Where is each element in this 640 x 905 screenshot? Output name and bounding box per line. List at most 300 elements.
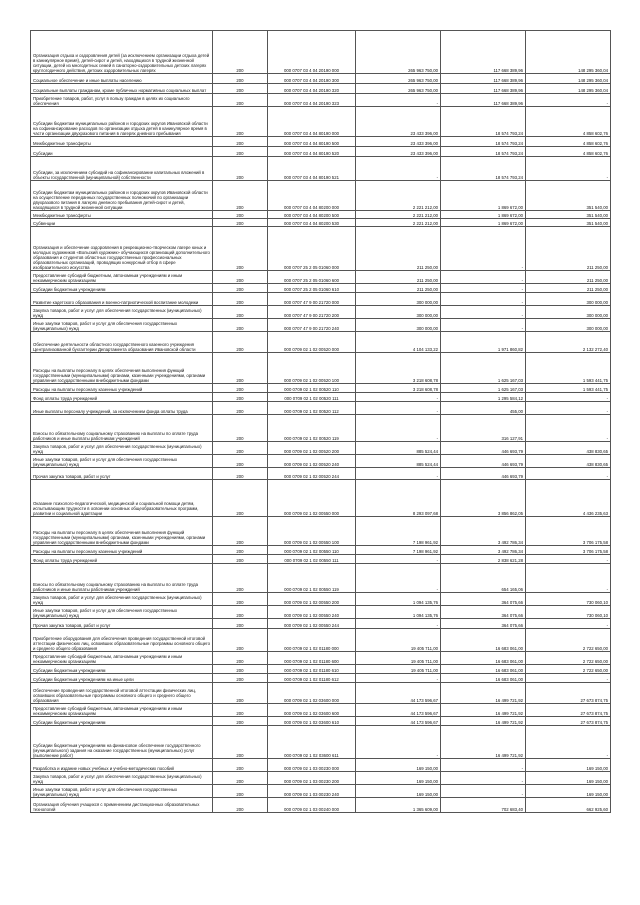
row-unexecuted-amount: 27 673 874,75 <box>526 683 611 704</box>
row-executed-amount: 446 693,79 <box>441 442 526 455</box>
row-unexecuted-amount: 730 060,10 <box>526 593 611 606</box>
row-approved-amount: 44 173 596,67 <box>356 704 441 717</box>
table-row <box>31 227 611 271</box>
row-budget-code: 000 0709 02 1 03 00230 000 <box>268 759 356 772</box>
row-budget-code: 000 0709 02 1 03 00230 200 <box>268 772 356 785</box>
table-row <box>31 211 611 219</box>
row-description: Взносы по обязательному социальному страхованию на выплаты по оплате труда работников и иные выплаты работникам учреждений <box>31 415 213 442</box>
row-approved-amount: 169 150,00 <box>356 772 441 785</box>
row-line-code: 200 <box>213 555 268 564</box>
row-budget-code: 000 0709 02 1 02 00550 244 <box>268 619 356 629</box>
row-budget-code: 000 0709 02 1 02 00520 119 <box>268 415 356 442</box>
table-row <box>31 293 611 306</box>
table-row <box>31 84 611 94</box>
row-budget-code: 000 0709 02 1 02 00520 111 <box>268 393 356 402</box>
row-description: Оказание психолого-педагогической, медицинской и социальной помощи детям, испытывающим трудности в освоении основных общеобразовательных программ, развитии и социальной адаптации <box>31 480 213 517</box>
row-budget-code: 000 0709 02 1 02 01180 610 <box>268 665 356 674</box>
table-row <box>31 629 611 652</box>
row-unexecuted-amount: 4 858 602,76 <box>526 107 611 137</box>
row-unexecuted-amount: 351 540,00 <box>526 211 611 219</box>
row-approved-amount: 2 221 212,00 <box>356 211 441 219</box>
row-approved-amount: - <box>356 726 441 759</box>
row-unexecuted-amount: - <box>526 468 611 480</box>
row-line-code: 200 <box>213 84 268 94</box>
row-budget-code: 000 0707 25 2 05 01060 610 <box>268 284 356 293</box>
row-executed-amount: - <box>441 772 526 785</box>
table-row <box>31 726 611 759</box>
row-line-code: 200 <box>213 74 268 84</box>
row-line-code: 200 <box>213 674 268 683</box>
row-line-code: 200 <box>213 772 268 785</box>
row-executed-amount: 702 683,40 <box>441 798 526 813</box>
row-description: Приобретение товаров, работ, услуг в пользу граждан в целях их социального обеспечения <box>31 94 213 107</box>
row-line-code: 200 <box>213 227 268 271</box>
row-line-code: 200 <box>213 211 268 219</box>
row-budget-code: 000 0709 02 1 02 03600 000 <box>268 683 356 704</box>
row-approved-amount: 265 963 750,00 <box>356 74 441 84</box>
row-approved-amount: 44 173 596,67 <box>356 683 441 704</box>
row-approved-amount: - <box>356 393 441 402</box>
table-row <box>31 674 611 683</box>
row-description: Субсидии <box>31 147 213 157</box>
row-description: Субсидии бюджетным учреждениям <box>31 717 213 726</box>
row-approved-amount: 885 524,44 <box>356 442 441 455</box>
row-approved-amount: 169 150,00 <box>356 785 441 798</box>
row-unexecuted-amount: 148 295 360,04 <box>526 84 611 94</box>
table-row <box>31 468 611 480</box>
table-row <box>31 564 611 593</box>
row-line-code: 200 <box>213 717 268 726</box>
row-description: Расходы на выплаты персоналу в целях обеспечения выполнения функций государственными (муниципальными) органами, казенными учреждениями, органами управления государственными внебюджетными фондами <box>31 353 213 384</box>
row-line-code: 200 <box>213 517 268 546</box>
row-line-code: 200 <box>213 332 268 353</box>
row-unexecuted-amount: 351 540,00 <box>526 181 611 211</box>
row-approved-amount: - <box>356 555 441 564</box>
row-description: Закупка товаров, работ и услуг для обеспечения государственных (муниципальных) нужд <box>31 593 213 606</box>
row-executed-amount: - <box>441 306 526 319</box>
row-executed-amount: 16 683 061,00 <box>441 652 526 665</box>
row-approved-amount: - <box>356 94 441 107</box>
row-unexecuted-amount: 438 830,65 <box>526 455 611 468</box>
row-description: Организация и обеспечение оздоровления в рекреационно-творческом лагере юных и молодых художников «Вольский художник» обучающихся организаций дополнительного образования и студентов областных государственных профессиональных образовательных организаций, проводящих конкурсный отбор в сфере изобразительного искусства <box>31 227 213 271</box>
row-executed-amount: 1 869 672,00 <box>441 211 526 219</box>
row-unexecuted-amount: 4 436 235,63 <box>526 480 611 517</box>
row-budget-code: 000 0709 02 1 02 00520 000 <box>268 332 356 353</box>
row-approved-amount: 211 250,00 <box>356 271 441 284</box>
row-description: Субсидии бюджетам муниципальных районов и городских округов Ивановской области на софинансирование расходов по организации отдыха детей в каникулярное время в части организации двухразового питания в лагерях дневного пребывания <box>31 107 213 137</box>
row-executed-amount: 1 625 167,03 <box>441 353 526 384</box>
row-description: Расходы на выплаты персоналу в целях обеспечения выполнения функций государственными (муниципальными) органами, казенными учреждениями, органами управления государственными внебюджетными фондами <box>31 517 213 546</box>
table-row <box>31 455 611 468</box>
row-executed-amount: 117 668 389,96 <box>441 84 526 94</box>
table-row <box>31 157 611 181</box>
row-unexecuted-amount: 351 540,00 <box>526 219 611 227</box>
row-approved-amount: 265 963 750,00 <box>356 31 441 74</box>
row-unexecuted-amount: 148 295 360,04 <box>526 31 611 74</box>
row-executed-amount: - <box>441 284 526 293</box>
row-budget-code: 000 0707 47 9 00 21720 000 <box>268 293 356 306</box>
row-description: Социальное обеспечение и иные выплаты населению <box>31 74 213 84</box>
table-row <box>31 393 611 402</box>
row-executed-amount: - <box>441 227 526 271</box>
row-description: Субсидии бюджетным учреждениям <box>31 665 213 674</box>
table-row <box>31 593 611 606</box>
row-budget-code: 000 0709 02 1 03 00240 000 <box>268 798 356 813</box>
table-row <box>31 759 611 772</box>
row-line-code: 200 <box>213 271 268 284</box>
row-line-code: 200 <box>213 652 268 665</box>
row-budget-code: 000 0707 03 4 04 20190 320 <box>268 84 356 94</box>
row-description: Предоставление субсидий бюджетным, автономным учреждениям и иным некоммерческим организациям <box>31 652 213 665</box>
row-description: Субсидии бюджетным учреждениям <box>31 284 213 293</box>
row-executed-amount: 364 075,66 <box>441 619 526 629</box>
row-description: Иные закупки товаров, работ и услуг для обеспечения государственных (муниципальных) нужд <box>31 785 213 798</box>
row-description: Фонд оплаты труда учреждений <box>31 393 213 402</box>
row-unexecuted-amount: 27 673 874,75 <box>526 704 611 717</box>
row-unexecuted-amount: 2 722 650,00 <box>526 665 611 674</box>
row-description: Организация отдыха и оздоровления детей (за исключением организации отдыха детей в каникулярное время), детей-сирот и детей, находящихся в трудной жизненной ситуации, детей из многодетных семей в санаторно-оздоровительных детских лагерях круглогодичного действия, детских оздоровительных лагерях <box>31 31 213 74</box>
row-line-code: 200 <box>213 665 268 674</box>
table-row <box>31 137 611 147</box>
row-approved-amount: - <box>356 674 441 683</box>
row-unexecuted-amount: 27 673 874,75 <box>526 717 611 726</box>
row-line-code: 200 <box>213 468 268 480</box>
row-line-code: 200 <box>213 683 268 704</box>
row-executed-amount: 18 574 793,24 <box>441 137 526 147</box>
row-unexecuted-amount: 300 000,00 <box>526 319 611 332</box>
row-executed-amount: - <box>441 759 526 772</box>
row-executed-amount: 1 295 584,12 <box>441 393 526 402</box>
row-unexecuted-amount: 211 250,00 <box>526 284 611 293</box>
row-description: Предоставление субсидий бюджетным, автономным учреждениям и иным некоммерческим организациям <box>31 271 213 284</box>
row-approved-amount: 23 433 396,00 <box>356 137 441 147</box>
row-line-code: 200 <box>213 785 268 798</box>
table-row <box>31 284 611 293</box>
row-executed-amount: 18 574 793,24 <box>441 147 526 157</box>
row-approved-amount: 44 173 596,67 <box>356 717 441 726</box>
row-budget-code: 000 0709 02 1 02 01180 000 <box>268 629 356 652</box>
row-line-code: 200 <box>213 704 268 717</box>
row-description: Приобретение оборудования для обеспечения проведения государственной итоговой аттестации физических лиц, освоивших образовательные программы основного общего и среднего общего образования <box>31 629 213 652</box>
row-unexecuted-amount: 169 150,00 <box>526 772 611 785</box>
row-description: Иные закупки товаров, работ и услуг для обеспечения государственных (муниципальных) нужд <box>31 606 213 619</box>
row-approved-amount: 4 104 133,22 <box>356 332 441 353</box>
row-description: Субвенции <box>31 219 213 227</box>
row-description: Взносы по обязательному социальному страхованию на выплаты по оплате труда работников и иные выплаты работникам учреждений <box>31 564 213 593</box>
row-approved-amount: - <box>356 468 441 480</box>
row-executed-amount: 16 683 061,00 <box>441 674 526 683</box>
expenditure-table-body <box>31 31 611 813</box>
table-row <box>31 147 611 157</box>
table-row <box>31 704 611 717</box>
row-executed-amount: 3 492 786,34 <box>441 546 526 555</box>
row-unexecuted-amount: - <box>526 415 611 442</box>
row-executed-amount: - <box>441 293 526 306</box>
table-row <box>31 555 611 564</box>
table-row <box>31 665 611 674</box>
row-executed-amount: 16 499 721,92 <box>441 726 526 759</box>
row-budget-code: 000 0709 02 1 02 00520 200 <box>268 442 356 455</box>
table-row <box>31 619 611 629</box>
row-budget-code: 000 0707 03 4 04 80190 500 <box>268 137 356 147</box>
row-unexecuted-amount: - <box>526 555 611 564</box>
row-approved-amount: 300 000,00 <box>356 306 441 319</box>
table-row <box>31 353 611 384</box>
row-executed-amount: 16 499 721,92 <box>441 717 526 726</box>
row-approved-amount: 2 221 212,00 <box>356 219 441 227</box>
row-budget-code: 000 0709 02 1 02 00550 240 <box>268 606 356 619</box>
row-executed-amount: 18 574 793,24 <box>441 157 526 181</box>
row-approved-amount: 3 218 608,78 <box>356 384 441 393</box>
row-line-code: 200 <box>213 319 268 332</box>
row-budget-code: 000 0707 03 4 04 80200 000 <box>268 181 356 211</box>
row-executed-amount: 1 971 860,82 <box>441 332 526 353</box>
row-budget-code: 000 0707 47 9 00 21720 200 <box>268 306 356 319</box>
table-row <box>31 652 611 665</box>
row-approved-amount: 300 000,00 <box>356 319 441 332</box>
table-row <box>31 319 611 332</box>
row-line-code: 200 <box>213 726 268 759</box>
table-row <box>31 798 611 813</box>
row-executed-amount: 18 574 793,24 <box>441 107 526 137</box>
row-line-code: 200 <box>213 31 268 74</box>
row-unexecuted-amount: 148 295 360,04 <box>526 74 611 84</box>
row-description: Организация обучения учащихся с применением дистанционных образовательных технологий <box>31 798 213 813</box>
row-approved-amount: 7 198 961,92 <box>356 517 441 546</box>
row-description: Обеспечение проведения государственной итоговой аттестации физических лиц, освоивших образовательные программы основного общего и среднего общего образования <box>31 683 213 704</box>
row-unexecuted-amount: 300 000,00 <box>526 293 611 306</box>
row-line-code: 200 <box>213 798 268 813</box>
row-description: Фонд оплаты труда учреждений <box>31 555 213 564</box>
row-line-code: 200 <box>213 442 268 455</box>
table-row <box>31 717 611 726</box>
row-approved-amount: 19 405 711,00 <box>356 652 441 665</box>
row-budget-code: 000 0709 02 1 02 03600 611 <box>268 726 356 759</box>
row-description: Развитие кадетского образования и военно-патриотической воспитание молодежи <box>31 293 213 306</box>
row-budget-code: 000 0709 02 1 02 00520 100 <box>268 353 356 384</box>
row-budget-code: 000 0709 02 1 02 00520 244 <box>268 468 356 480</box>
table-row <box>31 94 611 107</box>
row-line-code: 200 <box>213 219 268 227</box>
row-approved-amount: 265 963 750,00 <box>356 84 441 94</box>
row-description: Обеспечение деятельности областного государственного казенного учреждения Централизованной бухгалтерии Департамента образования Ивановской области <box>31 332 213 353</box>
row-budget-code: 000 0709 02 1 02 00550 200 <box>268 593 356 606</box>
row-unexecuted-amount: 2 132 272,40 <box>526 332 611 353</box>
table-row <box>31 332 611 353</box>
row-unexecuted-amount: 211 250,00 <box>526 271 611 284</box>
row-line-code: 200 <box>213 137 268 147</box>
row-approved-amount: 2 221 212,00 <box>356 181 441 211</box>
row-unexecuted-amount: - <box>526 402 611 415</box>
row-line-code: 200 <box>213 384 268 393</box>
row-budget-code: 000 0709 02 1 02 00550 000 <box>268 480 356 517</box>
row-description: Закупка товаров, работ и услуг для обеспечения государственных (муниципальных) нужд <box>31 306 213 319</box>
row-description: Субсидии бюджетам муниципальных районов и городских округов Ивановской области на осуществление переданных государственных полномочий по организации двухразового питания в лагерях дневного пребывания детей-сирот и детей, находящихся в трудной жизненной ситуации <box>31 181 213 211</box>
row-description: Межбюджетные трансферты <box>31 211 213 219</box>
row-line-code: 200 <box>213 284 268 293</box>
row-executed-amount: 364 075,66 <box>441 606 526 619</box>
row-unexecuted-amount: - <box>526 726 611 759</box>
row-approved-amount: 19 405 711,00 <box>356 629 441 652</box>
row-line-code: 200 <box>213 353 268 384</box>
row-approved-amount: 8 293 097,68 <box>356 480 441 517</box>
row-budget-code: 000 0709 02 1 02 01180 612 <box>268 674 356 683</box>
row-budget-code: 000 0707 25 2 05 01060 000 <box>268 227 356 271</box>
row-unexecuted-amount: - <box>526 393 611 402</box>
row-approved-amount: 23 433 396,00 <box>356 107 441 137</box>
row-line-code: 200 <box>213 306 268 319</box>
table-row <box>31 74 611 84</box>
table-row <box>31 785 611 798</box>
row-unexecuted-amount: - <box>526 564 611 593</box>
row-executed-amount: - <box>441 271 526 284</box>
row-description: Расходы на выплаты персоналу казенных учреждений <box>31 384 213 393</box>
row-approved-amount: 1 094 135,76 <box>356 606 441 619</box>
row-unexecuted-amount: 662 925,60 <box>526 798 611 813</box>
row-budget-code: 000 0709 02 1 02 00550 100 <box>268 517 356 546</box>
row-unexecuted-amount: 300 000,00 <box>526 306 611 319</box>
row-line-code: 200 <box>213 593 268 606</box>
row-executed-amount: 3 856 862,05 <box>441 480 526 517</box>
row-budget-code: 000 0709 02 1 02 00520 110 <box>268 384 356 393</box>
row-approved-amount: 23 433 396,00 <box>356 147 441 157</box>
row-line-code: 200 <box>213 157 268 181</box>
row-unexecuted-amount: 4 858 602,76 <box>526 137 611 147</box>
row-executed-amount: 1 869 672,00 <box>441 219 526 227</box>
table-row <box>31 683 611 704</box>
table-row <box>31 402 611 415</box>
table-row <box>31 606 611 619</box>
row-unexecuted-amount: 3 706 175,58 <box>526 517 611 546</box>
row-line-code: 200 <box>213 455 268 468</box>
row-budget-code: 000 0707 03 4 04 80200 530 <box>268 219 356 227</box>
row-approved-amount: 211 250,00 <box>356 227 441 271</box>
row-executed-amount: 654 165,06 <box>441 564 526 593</box>
row-budget-code: 000 0709 02 1 02 01180 600 <box>268 652 356 665</box>
row-description: Социальные выплаты гражданам, кроме публичных нормативных социальных выплат <box>31 84 213 94</box>
table-row <box>31 181 611 211</box>
table-row <box>31 772 611 785</box>
row-unexecuted-amount: 1 593 441,75 <box>526 353 611 384</box>
row-executed-amount: 16 499 721,92 <box>441 683 526 704</box>
table-row <box>31 546 611 555</box>
row-description: Закупка товаров, работ и услуг для обеспечения государственных (муниципальных) нужд <box>31 442 213 455</box>
row-description: Прочая закупка товаров, работ и услуг <box>31 619 213 629</box>
row-budget-code: 000 0709 02 1 02 00520 112 <box>268 402 356 415</box>
row-line-code: 200 <box>213 181 268 211</box>
row-executed-amount: 117 668 389,96 <box>441 74 526 84</box>
row-executed-amount: 16 499 721,92 <box>441 704 526 717</box>
row-line-code: 200 <box>213 629 268 652</box>
row-description: Иные закупки товаров, работ и услуг для обеспечения государственных (муниципальных) нужд <box>31 455 213 468</box>
row-approved-amount: 19 405 711,00 <box>356 665 441 674</box>
row-budget-code: 000 0709 02 1 03 00230 240 <box>268 785 356 798</box>
row-line-code: 200 <box>213 564 268 593</box>
row-unexecuted-amount: - <box>526 94 611 107</box>
row-executed-amount: 446 693,79 <box>441 455 526 468</box>
row-executed-amount: - <box>441 319 526 332</box>
row-executed-amount: 364 075,66 <box>441 593 526 606</box>
row-budget-code: 000 0707 03 4 04 80190 521 <box>268 157 356 181</box>
row-line-code: 200 <box>213 94 268 107</box>
row-approved-amount: - <box>356 157 441 181</box>
row-budget-code: 000 0707 03 4 04 20190 300 <box>268 74 356 84</box>
row-executed-amount: 1 869 672,00 <box>441 181 526 211</box>
row-approved-amount: 885 524,44 <box>356 455 441 468</box>
row-unexecuted-amount: 438 830,65 <box>526 442 611 455</box>
table-row <box>31 31 611 74</box>
row-budget-code: 000 0707 03 4 04 20190 323 <box>268 94 356 107</box>
row-unexecuted-amount: 169 150,00 <box>526 759 611 772</box>
row-description: Иные закупки товаров, работ и услуг для обеспечения государственных (муниципальных) нужд <box>31 319 213 332</box>
row-budget-code: 000 0709 02 1 02 00550 119 <box>268 564 356 593</box>
row-unexecuted-amount: 3 706 175,58 <box>526 546 611 555</box>
row-approved-amount: - <box>356 619 441 629</box>
row-unexecuted-amount: 2 722 650,00 <box>526 629 611 652</box>
row-unexecuted-amount: 169 150,00 <box>526 785 611 798</box>
row-budget-code: 000 0709 02 1 02 00520 240 <box>268 455 356 468</box>
row-line-code: 200 <box>213 393 268 402</box>
row-budget-code: 000 0707 03 4 04 80190 000 <box>268 107 356 137</box>
row-budget-code: 000 0709 02 1 02 00550 110 <box>268 546 356 555</box>
row-approved-amount: 211 250,00 <box>356 284 441 293</box>
row-executed-amount: 455,00 <box>441 402 526 415</box>
row-approved-amount: - <box>356 415 441 442</box>
row-description: Субсидии, за исключением субсидий на софинансирование капитальных вложений в объекты государственной (муниципальной) собственности <box>31 157 213 181</box>
row-approved-amount: 300 000,00 <box>356 293 441 306</box>
row-executed-amount: 316 127,91 <box>441 415 526 442</box>
row-unexecuted-amount: - <box>526 674 611 683</box>
table-row <box>31 442 611 455</box>
row-executed-amount: 117 668 389,96 <box>441 31 526 74</box>
row-unexecuted-amount: 211 250,00 <box>526 227 611 271</box>
row-description: Закупка товаров, работ и услуг для обеспечения государственных (муниципальных) нужд <box>31 772 213 785</box>
row-budget-code: 000 0709 02 1 02 03600 600 <box>268 704 356 717</box>
row-description: Разработка и издание новых учебных и учебно-методических пособий <box>31 759 213 772</box>
row-description: Субсидии бюджетным учреждениям на финансовое обеспечение государственного (муниципального) задания на оказание государственных (муниципальных) услуг (выполнение работ) <box>31 726 213 759</box>
table-row <box>31 107 611 137</box>
row-executed-amount: 16 683 061,00 <box>441 665 526 674</box>
row-description: Межбюджетные трансферты <box>31 137 213 147</box>
row-executed-amount: 117 668 389,96 <box>441 94 526 107</box>
table-row <box>31 517 611 546</box>
row-unexecuted-amount: 1 593 441,75 <box>526 384 611 393</box>
table-row <box>31 306 611 319</box>
row-description: Субсидии бюджетным учреждениям на иные цели <box>31 674 213 683</box>
row-approved-amount: 7 198 961,92 <box>356 546 441 555</box>
row-approved-amount: - <box>356 564 441 593</box>
row-budget-code: 000 0707 03 4 04 80200 500 <box>268 211 356 219</box>
row-line-code: 200 <box>213 415 268 442</box>
row-budget-code: 000 0707 03 4 04 80190 520 <box>268 147 356 157</box>
row-approved-amount: 169 150,00 <box>356 759 441 772</box>
table-row <box>31 219 611 227</box>
row-budget-code: 000 0709 02 1 02 00550 111 <box>268 555 356 564</box>
row-approved-amount: 3 218 608,78 <box>356 353 441 384</box>
row-line-code: 200 <box>213 619 268 629</box>
row-executed-amount: 446 693,79 <box>441 468 526 480</box>
table-row <box>31 271 611 284</box>
row-executed-amount: 2 838 621,28 <box>441 555 526 564</box>
row-description: Расходы на выплаты персоналу казенных учреждений <box>31 546 213 555</box>
table-row <box>31 415 611 442</box>
row-unexecuted-amount: 730 060,10 <box>526 606 611 619</box>
row-approved-amount: 1 094 135,76 <box>356 593 441 606</box>
row-line-code: 200 <box>213 546 268 555</box>
row-executed-amount: 1 625 167,03 <box>441 384 526 393</box>
row-description: Прочая закупка товаров, работ и услуг <box>31 468 213 480</box>
row-line-code: 200 <box>213 293 268 306</box>
